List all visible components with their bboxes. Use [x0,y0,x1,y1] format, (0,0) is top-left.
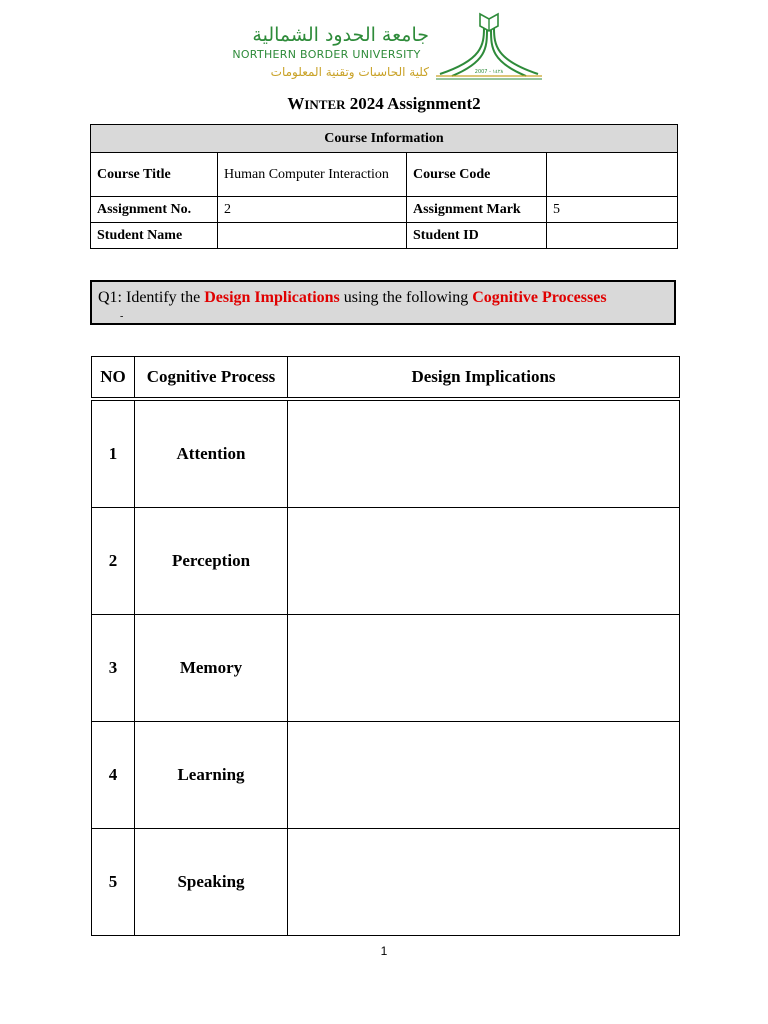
course-code-value [547,153,678,197]
question-highlight-design: Design Implications [204,289,340,306]
college-name-arabic: كلية الحاسبات وتقنية المعلومات [270,65,429,79]
table-row [92,722,680,829]
assignment-mark-label: Assignment Mark [407,197,547,223]
header-cognitive-process: Cognitive Process [135,357,288,400]
assignment-no-label: Assignment No. [91,197,218,223]
title-rest: 2024 Assignment2 [345,94,481,113]
row-number: 1 [92,399,135,508]
row-implication[interactable] [288,508,680,615]
row-number: 5 [92,829,135,936]
title-small-caps: INTER [304,97,346,112]
university-logo [222,10,547,82]
cognitive-process-table [91,356,680,936]
course-code-label: Course Code [407,153,547,197]
row-implication[interactable] [288,722,680,829]
question-trailing-mark: - [120,311,124,322]
assignment-no-value: 2 [218,197,407,223]
university-name-english: NORTHERN BORDER UNIVERSITY [232,48,421,61]
book-tower-logo-icon [432,10,547,82]
student-name-label: Student Name [91,223,218,249]
row-process: Memory [135,615,288,722]
row-implication[interactable] [288,829,680,936]
question-prefix: Q1: Identify the [98,289,205,306]
course-title-label: Course Title [91,153,218,197]
course-info-table [90,124,678,249]
header-design-implications: Design Implications [288,357,680,400]
row-process: Learning [135,722,288,829]
course-info-heading: Course Information [91,125,678,153]
title-first-letter: W [287,94,305,113]
student-name-value[interactable] [218,223,407,249]
course-title-value: Human Computer Interaction [218,153,407,197]
table-row [92,829,680,936]
assignment-mark-value: 5 [547,197,678,223]
row-number: 3 [92,615,135,722]
row-implication[interactable] [288,399,680,508]
university-name-arabic: جامعة الحدود الشمالية [252,24,429,46]
question-box [90,280,676,325]
table-header-row [92,357,680,400]
student-id-value[interactable] [547,223,678,249]
row-process: Attention [135,399,288,508]
header-no: NO [92,357,135,400]
row-number: 4 [92,722,135,829]
row-process: Speaking [135,829,288,936]
row-number: 2 [92,508,135,615]
row-implication[interactable] [288,615,680,722]
question-middle: using the following [339,289,473,306]
row-process: Perception [135,508,288,615]
page-number: 1 [380,944,388,958]
document-title [0,94,768,114]
table-row [92,399,680,508]
logo-year: 2007 - ١٤٢٨ [474,69,504,75]
table-row [92,615,680,722]
student-id-label: Student ID [407,223,547,249]
question-highlight-cognitive: Cognitive Processes [472,289,607,306]
table-row [92,508,680,615]
